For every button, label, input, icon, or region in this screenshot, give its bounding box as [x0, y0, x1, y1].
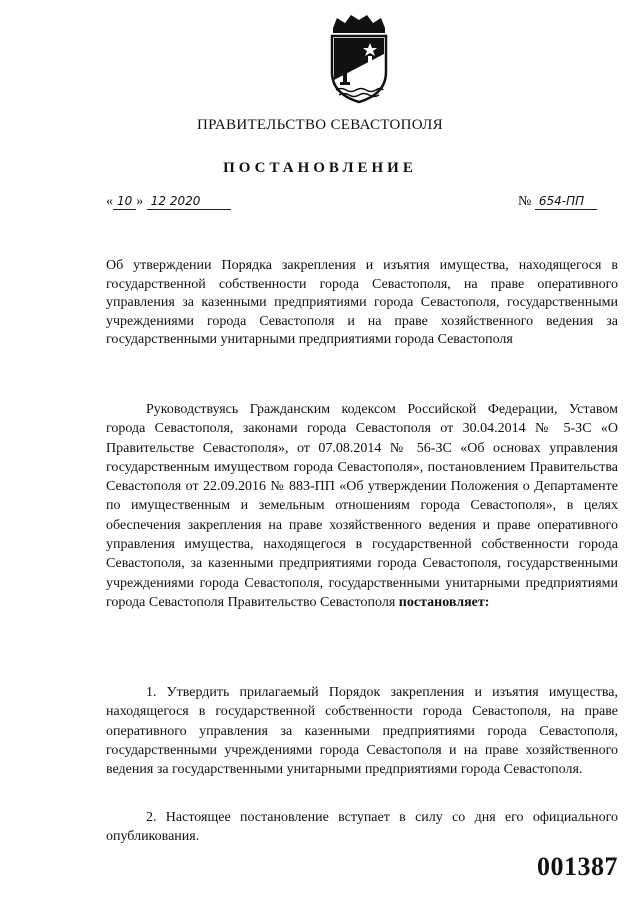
date-close-quote: »: [136, 194, 144, 209]
document-date: [106, 194, 231, 210]
date-day: 10: [113, 194, 136, 210]
preamble-text: Руководствуясь Гражданским кодексом Российской Федерации, Уставом города Севастополя, законами города Севастополя от 30.04.2014 № 5-ЗС «О Правительстве Севастополя», от 07.08.2014 № 56-ЗС «Об основах управления государственным имуществом города Севастополя», постановлением Правительства Севастополя от 22.09.2016 № 883-ПП «Об утверждении Положения о Департаменте по имущественным и земельным отношениям города Севастополя», в целях обеспечения закрепления на праве хозяйственного ведения и праве оперативного управления имущества, находящегося в государственной собственности города Севастополя, за казенными предприятиями города Севастополя, государственными учреждениями города Севастополя, государственными унитарными предприятиями города Севастополя Правительство Севастополя: [106, 402, 618, 610]
document-number: [518, 194, 597, 210]
document-type-heading: ПОСТАНОВЛЕНИЕ: [223, 160, 417, 176]
item-2-paragraph: 2. Настоящее постановление вступает в силу со дня его официального опубликования.: [106, 810, 618, 845]
preamble-paragraph: [106, 400, 618, 612]
number-prefix: №: [518, 194, 532, 209]
date-month-year: 12 2020: [147, 194, 231, 210]
date-open-quote: «: [106, 194, 113, 209]
number-value: 654-ПП: [535, 194, 597, 210]
government-title: ПРАВИТЕЛЬСТВО СЕВАСТОПОЛЯ: [197, 117, 443, 133]
decree-word: постановляет:: [398, 594, 490, 610]
serial-number: 001387: [537, 852, 618, 881]
document-subject: Об утверждении Порядка закрепления и изъятия имущества, находящегося в государственной собственности города Севастополя, на праве оперативного управления за казенными предприятиями города Севастополя, государственными учреждениями города Севастополя и на праве хозяйственного ведения за государственными унитарными предприятиями города Севастополя: [106, 258, 618, 347]
sevastopol-coat-of-arms-icon: [327, 14, 391, 104]
item-1-paragraph: 1. Утвердить прилагаемый Порядок закрепления и изъятия имущества, находящегося в государственной собственности города Севастополя, на праве оперативного управления за казенными предприятиями города Севастополя, государственными учреждениями города Севастополя и на праве хозяйственного ведения за государственными унитарными предприятиями города Севастополя.: [106, 685, 618, 778]
